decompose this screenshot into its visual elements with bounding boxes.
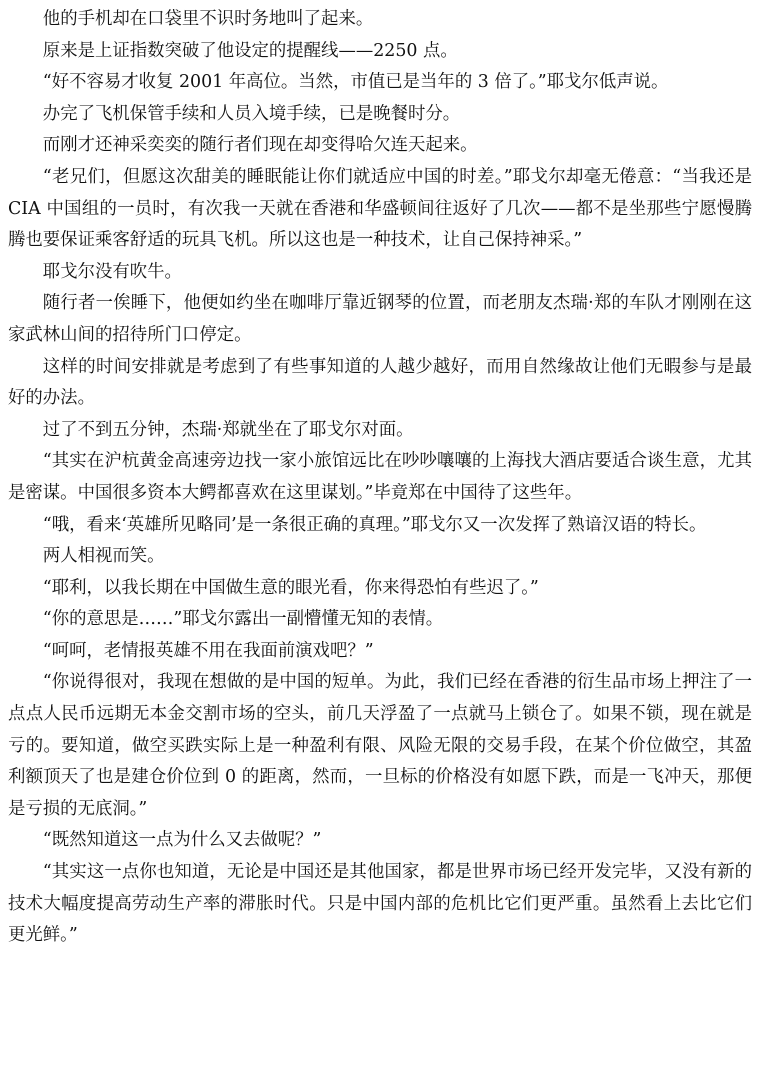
paragraph: “呵呵，老情报英雄不用在我面前演戏吧？” <box>42 640 374 661</box>
paragraph: 耶戈尔没有吹牛。 <box>42 261 182 282</box>
paragraph: 过了不到五分钟，杰瑞·郑就坐在了耶戈尔对面。 <box>42 419 414 440</box>
paragraph: 而刚才还神采奕奕的随行者们现在却变得哈欠连天起来。 <box>42 135 478 156</box>
paragraph: 两人相视而笑。 <box>42 546 165 567</box>
paragraph: “哦，看来‘英雄所见略同’是一条很正确的真理。”耶戈尔又一次发挥了熟谙汉语的特长。 <box>42 514 707 535</box>
paragraph: 这样的时间安排就是考虑到了有些事知道的人越少越好，而用自然缘故让他们无暇参与是最好的办法。 <box>8 356 752 409</box>
paragraph: “好不容易才收复 2001 年高位。当然，市值已是当年的 3 倍了。”耶戈尔低声说。 <box>42 72 669 93</box>
document-page <box>8 4 752 952</box>
paragraph: “你的意思是……”耶戈尔露出一副懵懂无知的表情。 <box>42 609 444 630</box>
paragraph: “其实在沪杭黄金高速旁边找一家小旅馆远比在吵吵嚷嚷的上海找大酒店要适合谈生意，尤其是密谋。中国很多资本大鳄都喜欢在这里谋划。”毕竟郑在中国待了这些年。 <box>8 451 752 503</box>
paragraph: 他的手机却在口袋里不识时务地叫了起来。 <box>42 9 374 29</box>
paragraph: 随行者一俟睡下，他便如约坐在咖啡厅靠近钢琴的位置，而老朋友杰瑞·郑的车队才刚刚在这家武林山间的招待所门口停定。 <box>8 293 752 345</box>
paragraph: “耶利，以我长期在中国做生意的眼光看，你来得恐怕有些迟了。” <box>42 577 539 598</box>
paragraph: “老兄们，但愿这次甜美的睡眠能让你们就适应中国的时差。”耶戈尔却毫无倦意：“当我还是 CIA 中国组的一员时，有次我一天就在香港和华盛顿间往返好了几次——都不是坐那些宁愿慢腾腾也要保证乘客舒适的玩具飞机。所以这也是一种技术，让自己保持神采。” <box>8 166 752 251</box>
paragraph: “你说得很对，我现在想做的是中国的短单。为此，我们已经在香港的衍生品市场上押注了一点点人民币远期无本金交割市场的空头，前几天浮盈了一点就马上锁仓了。如果不锁，现在就是亏的。要知道，做空买跌实际上是一种盈利有限、风险无限的交易手段，在某个价位做空，其盈利额顶天了也是建仓价位到 0 的距离，然而，一旦标的价格没有如愿下跌，而是一飞冲天，那便是亏损的无底洞。” <box>8 672 752 819</box>
paragraph: 办完了飞机保管手续和人员入境手续，已是晚餐时分。 <box>42 103 461 124</box>
paragraph: “既然知道这一点为什么又去做呢？” <box>42 830 322 851</box>
paragraph: “其实这一点你也知道，无论是中国还是其他国家，都是世界市场已经开发完毕，又没有新的技术大幅度提高劳动生产率的滞胀时代。只是中国内部的危机比它们更严重。虽然看上去比它们更光鲜。” <box>8 862 752 946</box>
paragraph: 原来是上证指数突破了他设定的提醒线——2250 点。 <box>42 40 458 61</box>
